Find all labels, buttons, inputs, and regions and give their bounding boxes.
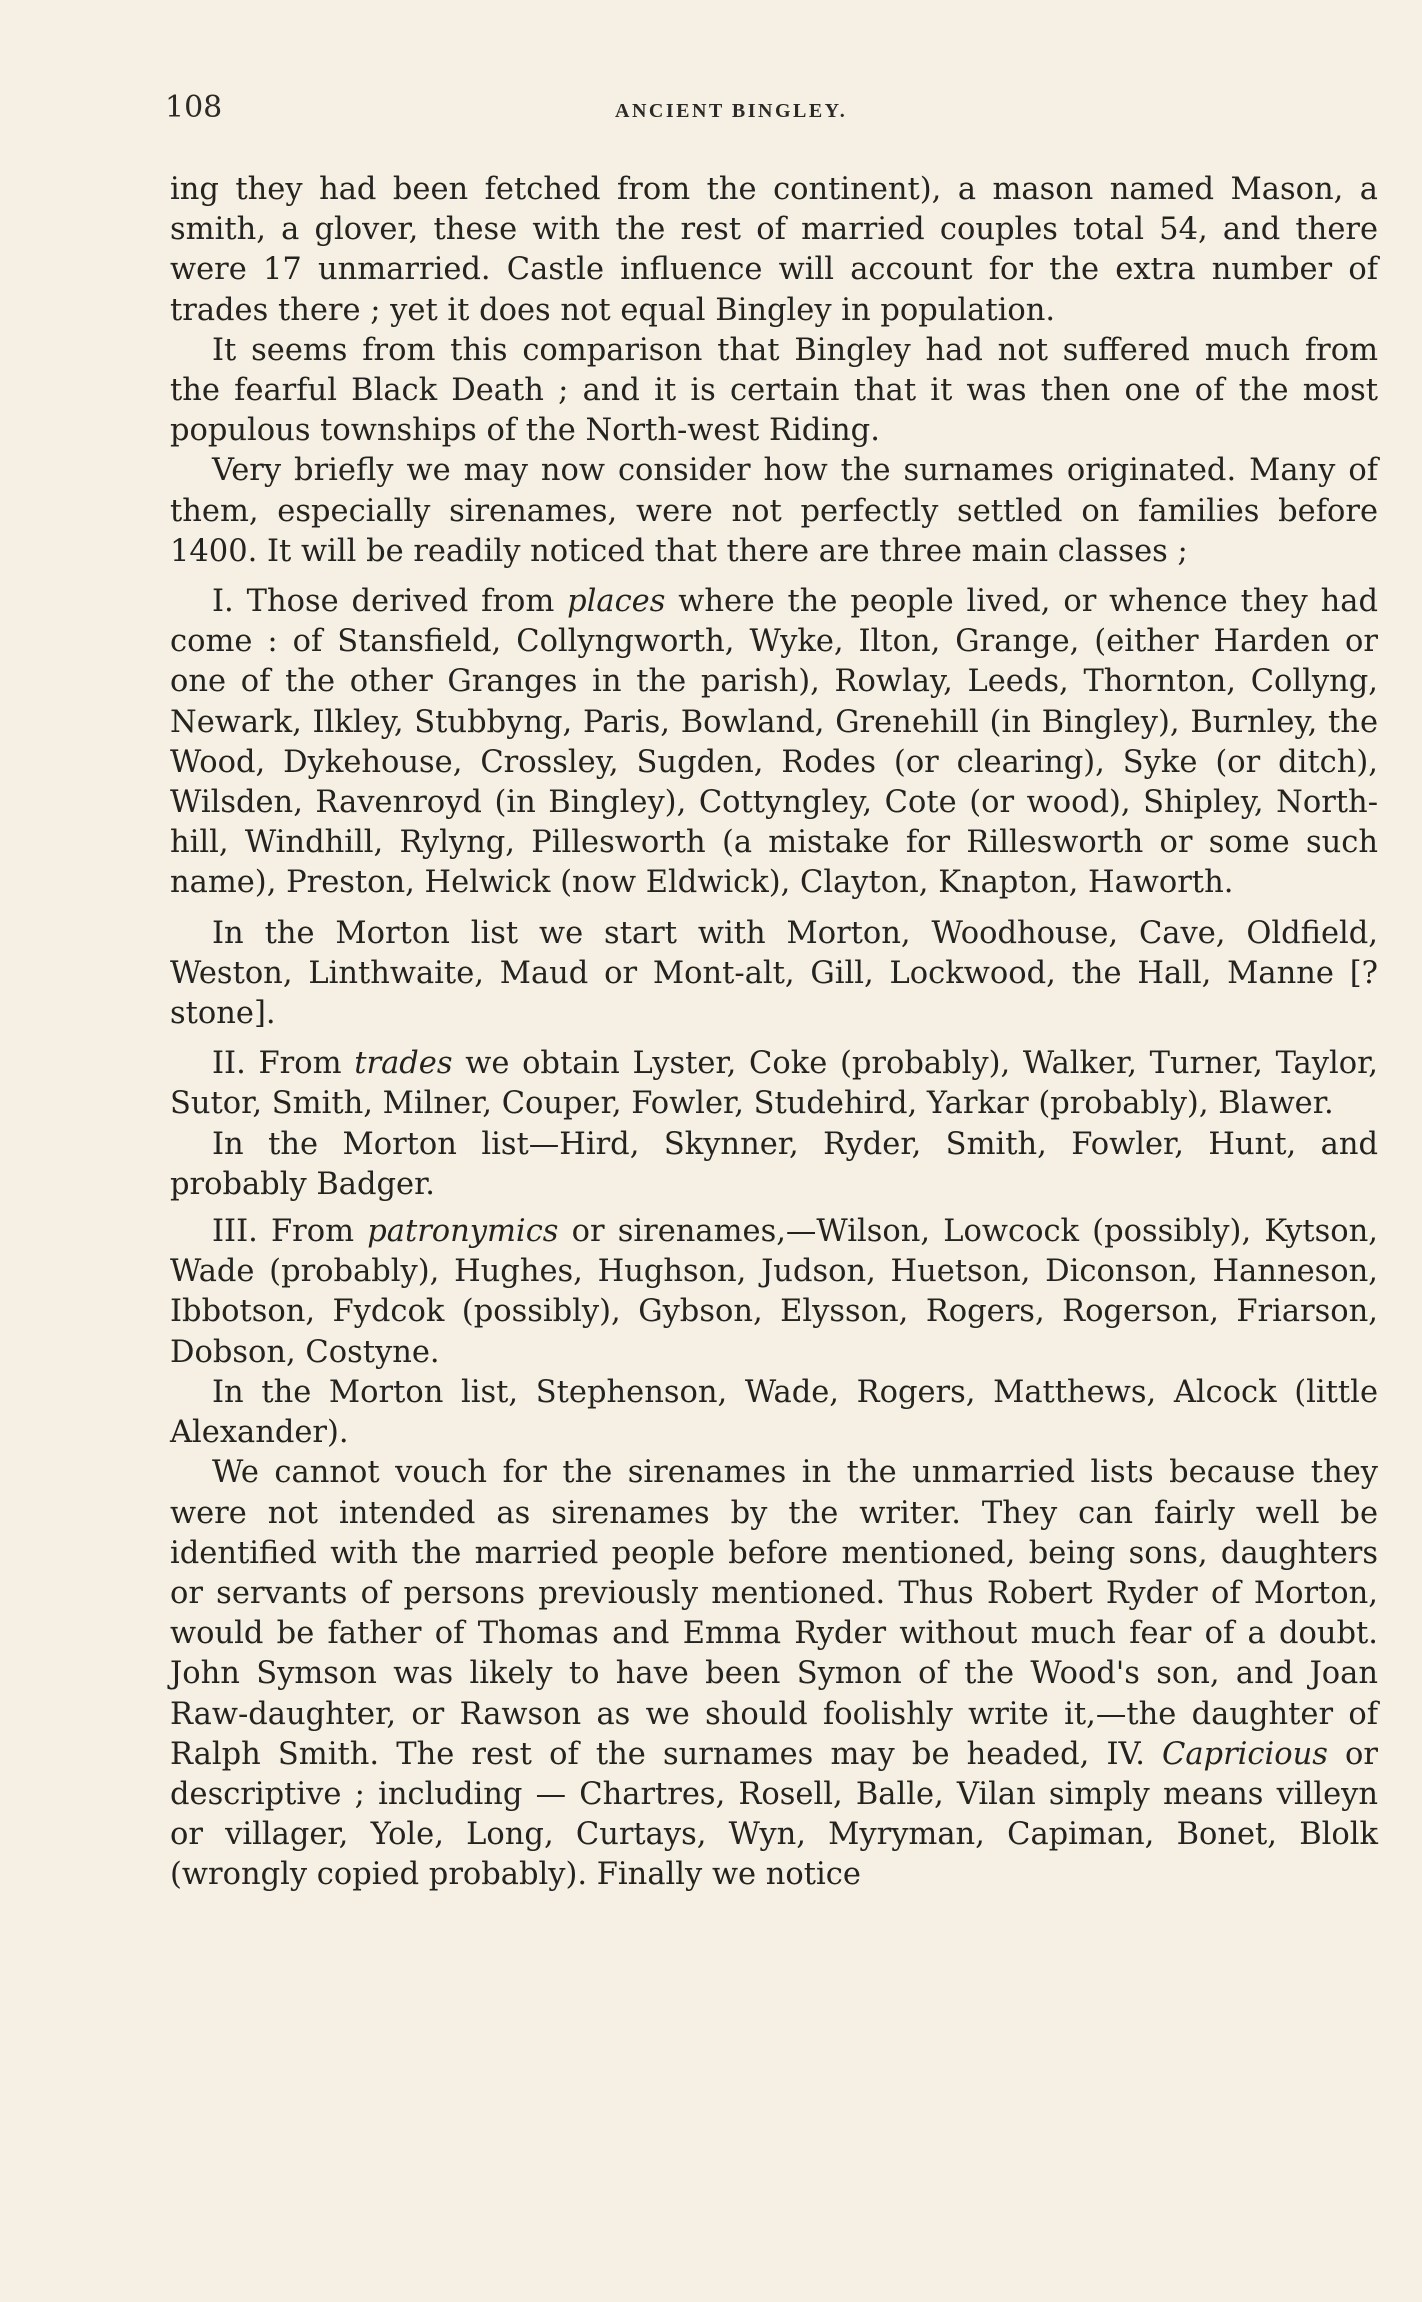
paragraph-black-death: It seems from this comparison that Bingley had not suffered much from the fearful Black Death ; and it is certain that it was then one of the most populous townships of the North-west Riding. [170, 332, 1378, 449]
patronymics-list: or sirenames,—Wilson, Lowcock (possibly), Kytson, Wade (probably), Hughes, Hughson, Judson, Huetson, Diconson, Hanneson, Ibbotson, Fydcok (possibly), Gybson, Elysson, Rogers, Rogerson, Friarson, Dobson, Costyne. [170, 1214, 1378, 1370]
places-list: where the people lived, or whence they had come : of Stansfield, Collyngworth, Wyke, Ilton, Grange, (either Harden or one of the other Granges in the parish), Rowlay, Leeds, Thornton, Collyng, Newark, Ilkley, Stubbyng, Paris, Bowland, Grenehill (in Bingley), Burnley, the Wood, Dykehouse, Crossley, Sugden, Rodes (or clearing), Syke (or ditch), Wilsden, Ravenroyd (in Bingley), Cottyngley, Cote (or wood), Shipley, North-hill, Windhill, Rylyng, Pillesworth (a mistake for Rillesworth or some such name), Preston, Helwick (now Eldwick), Clayton, Knapton, Haworth. [170, 584, 1378, 901]
paragraph-surnames-intro: Very briefly we may now consider how the surnames originated. Many of them, especially sirenames, were not perfectly settled on families before 1400. It will be readily noticed that there are three main classes ; [170, 453, 1378, 569]
paragraph-patronymics [170, 1212, 1378, 1373]
paragraph-morton-patronymics: In the Morton list, Stephenson, Wade, Rogers, Matthews, Alcock (little Alexander). [170, 1374, 1378, 1451]
paragraph-morton-trades: In the Morton list—Hird, Skynner, Ryder, Smith, Fowler, Hunt, and probably Badger. [170, 1126, 1378, 1202]
places-emphasis: places [567, 584, 666, 620]
running-head: ANCIENT BINGLEY. [615, 100, 848, 122]
paragraph-unmarried [170, 1453, 1378, 1895]
capricious-emphasis: Capricious [1162, 1736, 1328, 1772]
paragraph-continuation: ing they had been fetched from the continent), a mason named Mason, a smith, a glover, these with the rest of married couples total 54, and there were 17 unmarried. Castle influence will account for the extra number of trades there ; yet it does not equal Bingley in population. [170, 172, 1378, 328]
trades-list: we obtain Lyster, Coke (probably), Walker, Turner, Taylor, Sutor, Smith, Milner, Couper, Fowler, Studehird, Yarkar (probably), Blawer. [170, 1046, 1379, 1122]
unmarried-lead: We cannot vouch for the sirenames in the unmarried lists because they were not intended as sirenames by the writer. They can fairly well be identified with the married people before mentioned, being sons, daughters or servants of persons previously mentioned. Thus Robert Ryder of Morton, would be father of Thomas and Emma Ryder without much fear of a doubt. John Symson was likely to have been Symon of the Wood's son, and Joan Raw-daughter, or Rawson as we should foolishly write it,—the daughter of Ralph Smith. The rest of the surnames may be headed, IV. [170, 1455, 1378, 1772]
unmarried-tail: or descriptive ; including — Chartres, Rosell, Balle, Vilan simply means villeyn or villager, Yole, Long, Curtays, Wyn, Myryman, Capiman, Bonet, Blolk (wrongly copied probably). Finally we notice [170, 1736, 1378, 1893]
page-number: 108 [165, 90, 223, 125]
places-lead: I. Those derived from [212, 584, 568, 620]
page-header [165, 90, 1375, 130]
paragraph-trades [170, 1044, 1378, 1124]
trades-lead: II. From [212, 1046, 355, 1082]
trades-emphasis: trades [354, 1046, 453, 1082]
paragraph-morton-places: In the Morton list we start with Morton, Woodhouse, Cave, Oldfield, Weston, Linthwaite, Maud or Mont-alt, Gill, Lockwood, the Hall, Manne [? stone]. [170, 915, 1378, 1032]
patronymics-emphasis: patronymics [367, 1214, 559, 1250]
patronymics-lead: III. From [212, 1214, 368, 1250]
paragraph-places [170, 582, 1378, 904]
body-text [170, 170, 1378, 1896]
